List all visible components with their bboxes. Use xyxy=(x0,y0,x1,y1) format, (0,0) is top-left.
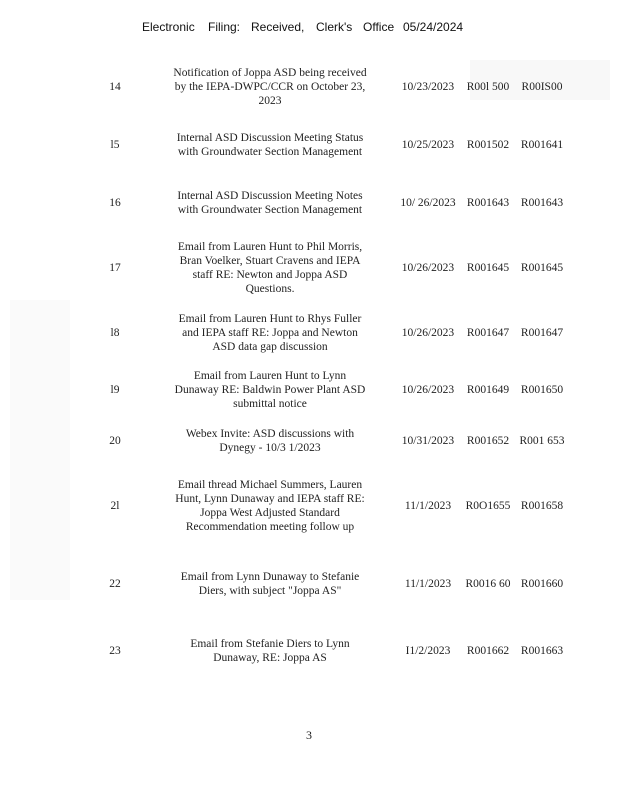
header-word: Received, xyxy=(251,20,305,34)
row-date: 10/26/2023 xyxy=(401,327,455,339)
row-number: l5 xyxy=(110,139,120,151)
row-number: 17 xyxy=(109,262,121,274)
row-bates-start: R001649 xyxy=(466,384,510,396)
row-number: 22 xyxy=(109,578,121,590)
header-word: Clerk's xyxy=(316,20,353,34)
row-number: l9 xyxy=(110,384,120,396)
document-row xyxy=(0,425,618,457)
document-row xyxy=(0,561,618,607)
document-row xyxy=(0,635,618,667)
row-number: 14 xyxy=(109,81,121,93)
row-bates-start: R0016 60 xyxy=(465,578,511,590)
row-bates-start: R001647 xyxy=(466,327,510,339)
row-description: Internal ASD Discussion Meeting Status with Groundwater Section Management xyxy=(176,132,364,158)
row-description: Internal ASD Discussion Meeting Notes with Groundwater Section Management xyxy=(177,190,363,216)
header-word: Office xyxy=(363,20,395,34)
row-date: 11/1/2023 xyxy=(404,578,452,590)
row-date: 10/26/2023 xyxy=(401,262,455,274)
document-row xyxy=(0,238,618,298)
page-number: 3 xyxy=(306,728,312,742)
row-bates-end: R001641 xyxy=(520,139,564,151)
header-word: Electronic xyxy=(142,20,195,34)
header-word: Filing: xyxy=(208,20,241,34)
row-number: l8 xyxy=(110,327,120,339)
row-bates-start: R00l 500 xyxy=(466,81,510,93)
row-date: 10/31/2023 xyxy=(401,435,455,447)
document-row xyxy=(0,367,618,413)
row-bates-end: R001658 xyxy=(520,500,564,512)
row-bates-start: R001662 xyxy=(466,645,510,657)
document-row xyxy=(0,180,618,226)
row-number: 16 xyxy=(109,197,121,209)
document-row xyxy=(0,469,618,543)
row-description: Email from Lauren Hunt to Rhys Fuller and IEPA staff RE: Joppa and Newton ASD data gap discussion xyxy=(178,313,362,353)
row-description: Webex Invite: ASD discussions with Dynegy - 10/3 1/2023 xyxy=(185,428,355,454)
row-bates-start: R0O1655 xyxy=(465,500,511,512)
row-description: Email from Lauren Hunt to Lynn Dunaway RE: Baldwin Power Plant ASD submittal notice xyxy=(174,370,366,410)
row-description: Notification of Joppa ASD being received by the IEPA-DWPC/CCR on October 23, 2023 xyxy=(173,67,367,107)
row-description: Email from Lauren Hunt to Phil Morris, Bran Voelker, Stuart Cravens and IEPA staff RE: Newton and Joppa ASD Questions. xyxy=(177,241,363,295)
row-number: 20 xyxy=(109,435,121,447)
row-bates-end: R001660 xyxy=(520,578,564,590)
row-description: Email from Lynn Dunaway to Stefanie Diers, with subject "Joppa AS" xyxy=(180,571,360,597)
row-bates-end: R001647 xyxy=(520,327,564,339)
row-date: 11/1/2023 xyxy=(404,500,452,512)
row-bates-end: R001645 xyxy=(520,262,564,274)
document-row xyxy=(0,122,618,168)
document-row xyxy=(0,310,618,356)
row-bates-end: R001650 xyxy=(520,384,564,396)
row-bates-end: R001643 xyxy=(520,197,564,209)
row-bates-start: R001643 xyxy=(466,197,510,209)
row-bates-start: R001652 xyxy=(466,435,510,447)
row-description: Email thread Michael Summers, Lauren Hunt, Lynn Dunaway and IEPA staff RE: Joppa West Adjusted Standard Recommendation meeting follow up xyxy=(175,479,365,533)
row-number: 2l xyxy=(110,500,120,512)
row-description: Email from Stefanie Diers to Lynn Dunaway, RE: Joppa AS xyxy=(190,638,350,664)
row-bates-end: R00IS00 xyxy=(521,81,563,93)
row-date: 10/25/2023 xyxy=(401,139,455,151)
row-number: 23 xyxy=(109,645,121,657)
row-bates-start: R001645 xyxy=(466,262,510,274)
row-date: I1/2/2023 xyxy=(405,645,451,657)
row-date: 10/23/2023 xyxy=(401,81,455,93)
row-bates-end: R001663 xyxy=(520,645,564,657)
row-date: 10/ 26/2023 xyxy=(400,197,456,209)
row-bates-end: R001 653 xyxy=(519,435,565,447)
filing-date: 05/24/2024 xyxy=(403,20,464,34)
row-date: 10/26/2023 xyxy=(401,384,455,396)
document-row xyxy=(0,64,618,110)
row-bates-start: R001502 xyxy=(466,139,510,151)
